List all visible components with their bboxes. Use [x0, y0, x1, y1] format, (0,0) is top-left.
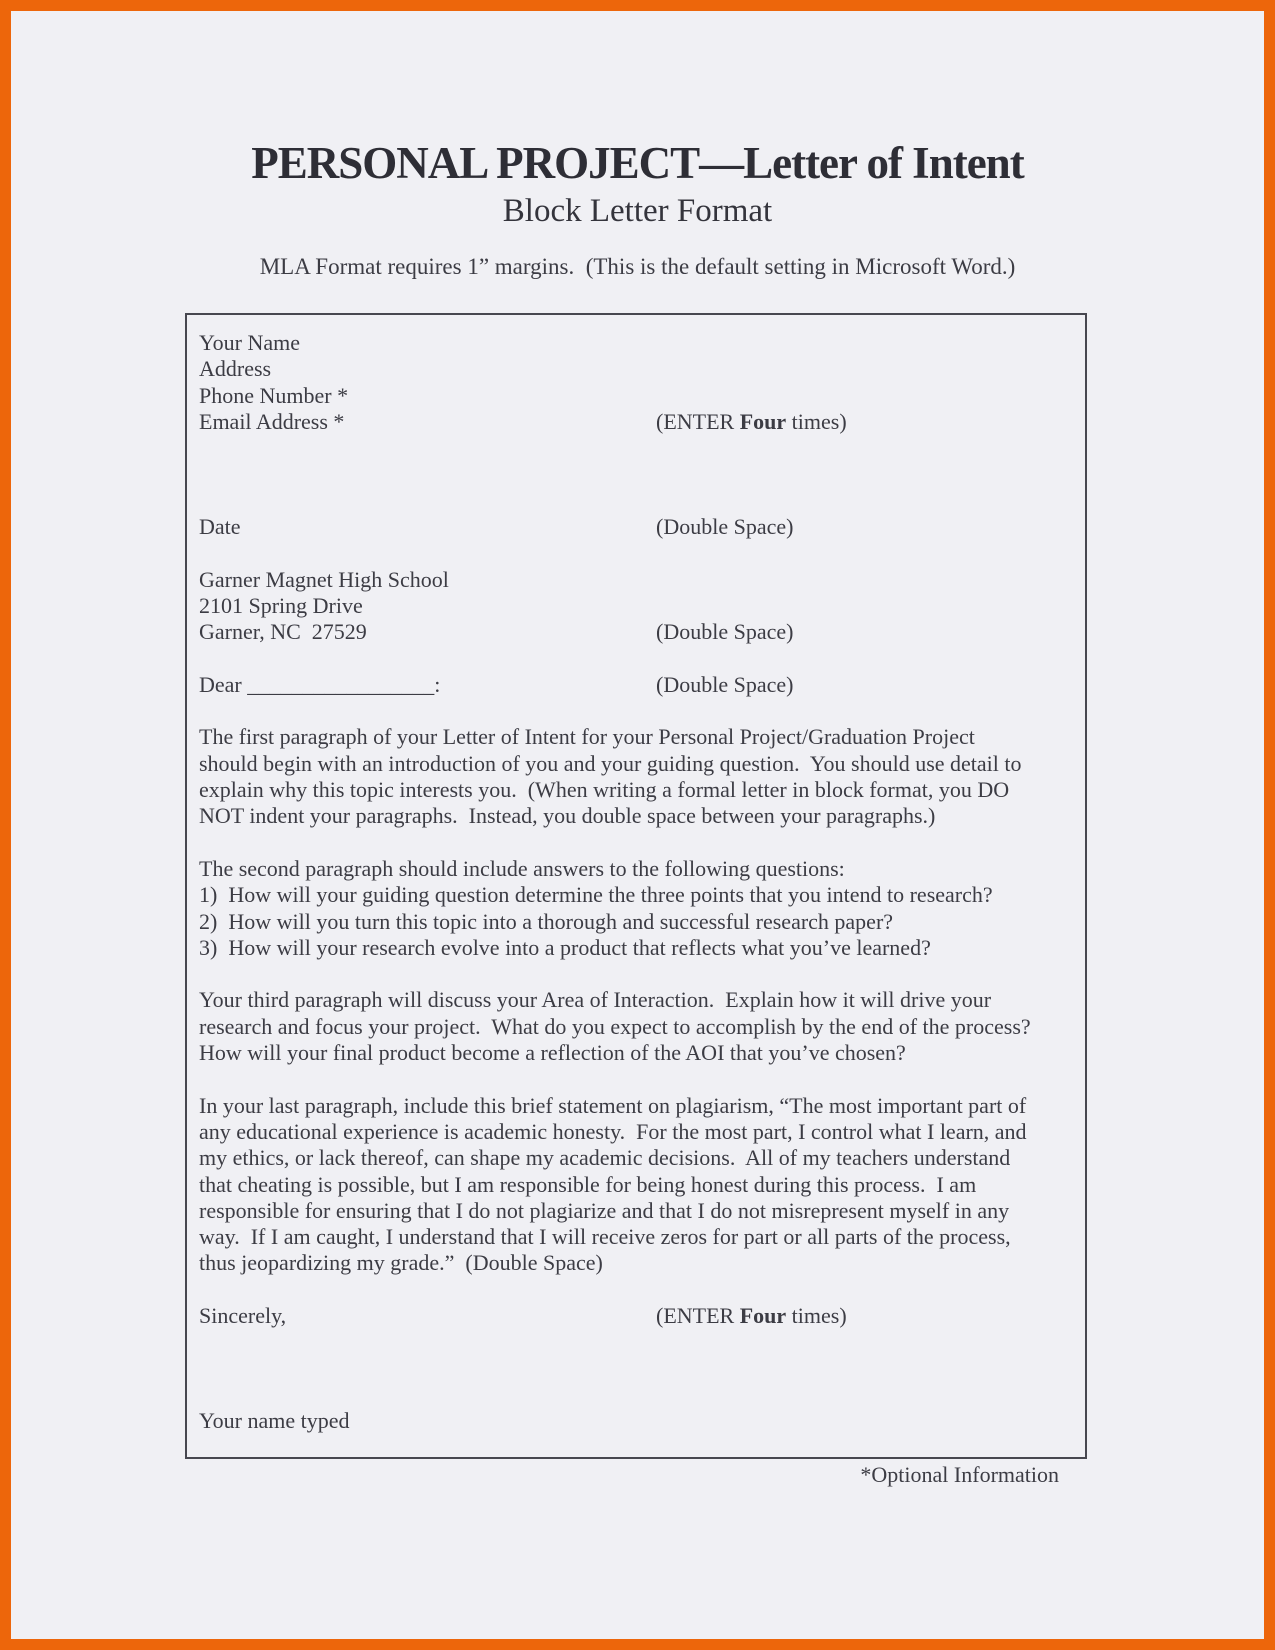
letter-line — [199, 803, 1085, 829]
letter-line — [199, 383, 1085, 409]
document-subtitle: Block Letter Format — [502, 192, 773, 229]
letter-line-text: 2101 Spring Drive — [199, 592, 363, 618]
letter-line-text: Phone Number * — [199, 382, 349, 408]
letter-line — [199, 435, 1085, 461]
letter-line-text: way. If I am caught, I understand that I will receive zeros for part or all parts of the process, — [199, 1224, 1011, 1250]
letter-line — [199, 1224, 1085, 1250]
letter-line-text: 3) How will your research evolve into a product that reflects what you’ve learned? — [199, 934, 931, 960]
letter-line — [199, 935, 1085, 961]
letter-line — [199, 646, 1085, 672]
letter-template-box — [185, 313, 1087, 1459]
document-header — [11, 11, 1264, 281]
letter-line-text: Date — [199, 514, 241, 540]
letter-line — [199, 724, 1085, 750]
letter-line — [199, 1172, 1085, 1198]
letter-line — [199, 1066, 1085, 1092]
letter-line — [199, 356, 1085, 382]
letter-line — [199, 1408, 1085, 1434]
letter-line-text: Garner, NC 27529 — [199, 619, 367, 645]
letter-line-text: Your third paragraph will discuss your Area of Interaction. Explain how it will drive your — [199, 987, 992, 1013]
letter-line-text: Dear _________________: — [199, 671, 441, 697]
letter-line-text: thus jeopardizing my grade.” (Double Space) — [199, 1250, 603, 1276]
letter-line-text: explain why this topic interests you. (When writing a formal letter in block format, you DO — [199, 777, 1010, 803]
letter-line-text: The first paragraph of your Letter of Intent for your Personal Project/Graduation Project — [199, 724, 975, 750]
letter-line — [199, 1119, 1085, 1145]
letter-line — [199, 593, 1085, 619]
letter-line — [199, 1093, 1085, 1119]
format-note: MLA Format requires 1” margins. (This is the default setting in Microsoft Word.) — [259, 254, 1016, 280]
letter-line — [199, 672, 1085, 698]
letter-line — [199, 540, 1085, 566]
letter-line — [199, 961, 1085, 987]
letter-lines — [199, 330, 1085, 1434]
letter-line — [199, 1303, 1085, 1329]
letter-line-text: In your last paragraph, include this brief statement on plagiarism, “The most important part of — [199, 1092, 1027, 1118]
letter-line — [199, 1040, 1085, 1066]
spacing-annotation: (Double Space) — [656, 619, 794, 645]
letter-line-text: Address — [199, 356, 272, 382]
letter-line-text: Email Address * — [199, 408, 345, 434]
letter-line — [199, 751, 1085, 777]
letter-line — [199, 514, 1085, 540]
letter-line — [199, 856, 1085, 882]
letter-line-text: 2) How will you turn this topic into a thorough and successful research paper? — [199, 908, 894, 934]
spacing-annotation: (Double Space) — [656, 514, 794, 540]
letter-line-text: Garner Magnet High School — [199, 566, 449, 592]
letter-line — [199, 777, 1085, 803]
letter-line-text: should begin with an introduction of you and your guiding question. You should use detail to — [199, 750, 1022, 776]
letter-line — [199, 567, 1085, 593]
letter-line — [199, 1198, 1085, 1224]
letter-line-text: responsible for ensuring that I do not plagiarize and that I do not misrepresent myself in any — [199, 1197, 1010, 1223]
letter-line-text: NOT indent your paragraphs. Instead, you double space between your paragraphs.) — [199, 803, 936, 829]
letter-line — [199, 1356, 1085, 1382]
spacing-annotation: (ENTER Four times) — [656, 1302, 847, 1328]
document-title: PERSONAL PROJECT—Letter of Intent — [251, 138, 1024, 188]
letter-line — [199, 698, 1085, 724]
optional-information-footnote: *Optional Information — [860, 1462, 1059, 1487]
letter-line — [199, 461, 1085, 487]
letter-line-text: 1) How will your guiding question determine the three points that you intend to research? — [199, 882, 993, 908]
letter-line-text: How will your final product become a reflection of the AOI that you’ve chosen? — [199, 1040, 906, 1066]
letter-line — [199, 330, 1085, 356]
letter-line-text: any educational experience is academic honesty. For the most part, I control what I learn, and — [199, 1118, 1027, 1144]
letter-line-text: Your Name — [199, 330, 301, 355]
letter-line — [199, 1277, 1085, 1303]
letter-line-text: Sincerely, — [199, 1302, 287, 1328]
letter-line-text: Your name typed — [199, 1408, 350, 1434]
letter-line — [199, 1145, 1085, 1171]
letter-line — [199, 619, 1085, 645]
letter-line — [199, 488, 1085, 514]
letter-line — [199, 409, 1085, 435]
letter-line-text: my ethics, or lack thereof, can shape my academic decisions. All of my teachers understand — [199, 1145, 1011, 1171]
letter-line — [199, 987, 1085, 1013]
footnote-row — [185, 1462, 1087, 1488]
letter-line — [199, 1382, 1085, 1408]
letter-line — [199, 1250, 1085, 1276]
letter-line — [199, 830, 1085, 856]
letter-line-text: The second paragraph should include answers to the following questions: — [199, 855, 845, 881]
spacing-annotation: (Double Space) — [656, 671, 794, 697]
spacing-annotation: (ENTER Four times) — [656, 408, 847, 434]
letter-line-text: that cheating is possible, but I am responsible for being honest during this process. I am — [199, 1171, 977, 1197]
letter-line — [199, 909, 1085, 935]
letter-line — [199, 882, 1085, 908]
letter-line — [199, 1014, 1085, 1040]
letter-line-text: research and focus your project. What do you expect to accomplish by the end of the process? — [199, 1013, 1031, 1039]
letter-line — [199, 1329, 1085, 1355]
